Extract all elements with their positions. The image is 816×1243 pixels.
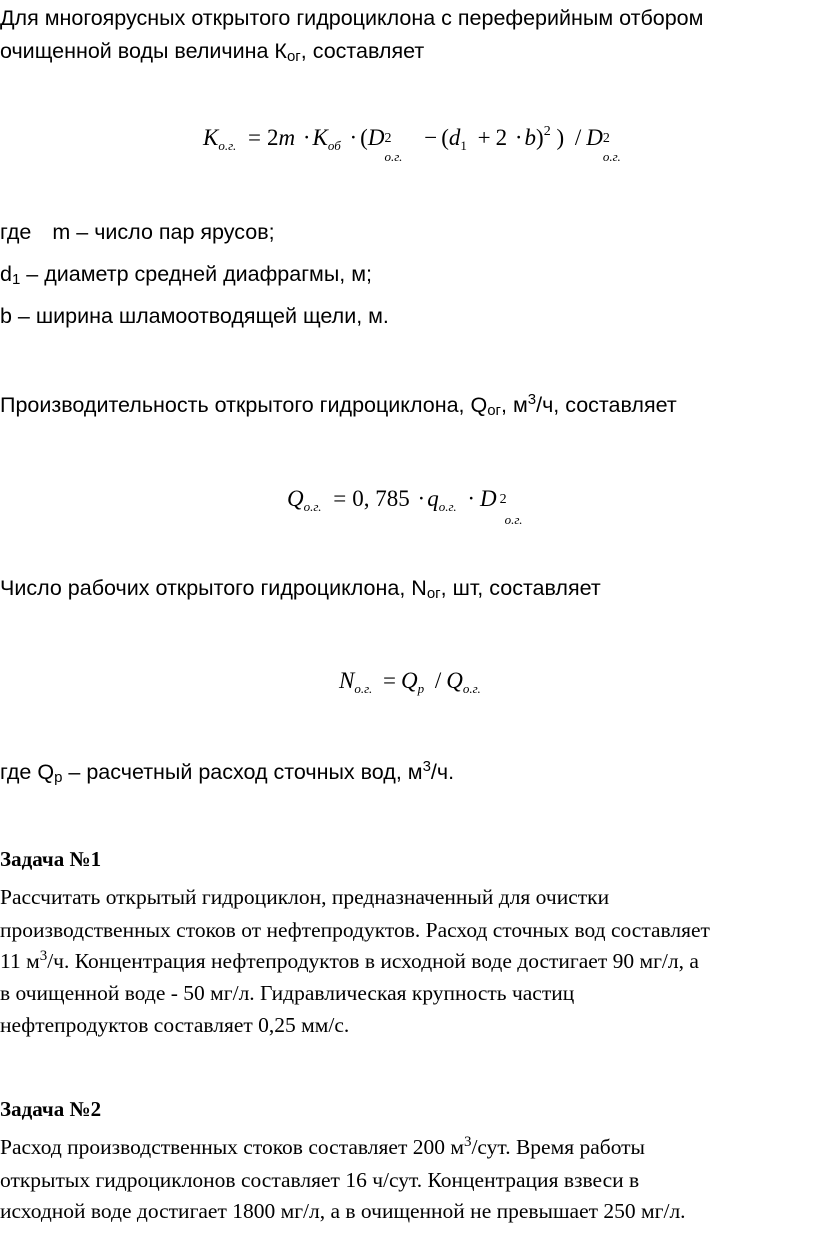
formula1-k-sub: о.г. [218, 138, 237, 153]
task1-line-3 [0, 948, 699, 973]
task2-line-1 [0, 1134, 646, 1159]
task2-line-1-start: Расход производственных стоков составляет 200 м [0, 1135, 464, 1159]
where-line-1 [0, 222, 275, 244]
formula-k-og: $K_{о.г.} = 2m \cdot K_{об} \cdot (D$ 2 о.г. − $(d_1 + 2 \cdot b)^2$ ) / D 2 о.г. [203, 124, 621, 164]
formula2-coef: 0, 785 [352, 486, 410, 511]
task1-line-3-end: /ч. Концентрация нефтепродуктов в исходной воде достигает 90 мг/л, а [47, 949, 699, 973]
formula3-q-sub: р [417, 681, 425, 696]
formula2-dot2: · [467, 486, 476, 511]
formula1-dot2: · [349, 125, 358, 150]
task1-line-5: нефтепродуктов составляет 0,25 мм/с. [0, 1013, 350, 1037]
formula1-close2-sup: 2 [543, 124, 551, 139]
where2-line [0, 758, 455, 786]
formula-n-og [339, 668, 481, 696]
formula3-q2-sub: о.г. [462, 681, 481, 696]
count-line [0, 578, 601, 600]
formula-q-og: $Q_{о.г.} = 0$, $785 \cdot q_{о.г.} \cdot D$ 2 о.г. [287, 486, 523, 527]
productivity-sub: ог [487, 402, 502, 419]
formula1-k: K [203, 125, 219, 150]
where-line-3 [0, 306, 389, 328]
formula3-n-sub: о.г. [354, 681, 373, 696]
task2-line-3: исходной воде достигает 1800 мг/л, а в очищенной не превышает 250 мг/л. [0, 1199, 686, 1223]
task2-line-1-sup: 3 [463, 1134, 472, 1150]
count-sub: ог [426, 585, 441, 602]
formula3-eq: = [383, 668, 396, 693]
where2-sub: р [54, 769, 63, 786]
intro-line-1 [0, 8, 703, 30]
formula1-open: ( [360, 125, 368, 150]
formula2-eq: = [333, 486, 347, 511]
task1-line-3-sup: 3 [39, 948, 48, 964]
formula3-q2: Q [446, 668, 463, 693]
formula1-d1: d [448, 125, 461, 150]
formula1-d2: D [586, 125, 603, 150]
formula3-slash: / [434, 668, 442, 693]
intro-text-1: Для многоярусных открытого гидроциклона с переферийным отбором [0, 6, 704, 30]
formula1-plus: + [477, 125, 491, 150]
formula1-minus: − [424, 125, 438, 150]
formula1-k-ob: K [312, 125, 328, 150]
where2-sup: 3 [422, 758, 431, 775]
formula2-dot: · [417, 486, 426, 511]
count-end: , шт, составляет [440, 576, 601, 600]
intro-text-2-end: , составляет [300, 39, 425, 63]
productivity-line [0, 391, 677, 419]
formula1-close2: ) [536, 125, 544, 150]
where-label: где [0, 220, 32, 244]
formula1-two: 2 [495, 125, 508, 150]
formula2-q-small: q [427, 486, 439, 511]
formula1-dot1: · [302, 125, 311, 150]
task1-title: Задача №1 [0, 847, 102, 871]
productivity-end: /ч, составляет [536, 393, 677, 417]
formula1-close: ) [556, 125, 565, 150]
where2-text: где Q [0, 760, 55, 784]
where-d1-sub: 1 [11, 271, 21, 288]
formula1-slash: / [574, 125, 582, 150]
where-m-def: m – число пар ярусов; [52, 220, 275, 244]
productivity-sup: 3 [527, 391, 537, 408]
formula2-d: D [480, 486, 497, 511]
productivity-text: Производительность открытого гидроциклона, Q [0, 393, 488, 417]
formula1-d: D [367, 125, 385, 150]
formula1-coef: 2 [266, 125, 279, 150]
task1-line-4: в очищенной воде - 50 мг/л. Гидравлическая крупность частиц [0, 981, 575, 1005]
task1-line-1: Рассчитать открытый гидроциклон, предназначенный для очистки [0, 885, 610, 909]
formula1-k-ob-sub: об [327, 138, 341, 153]
intro-line-2 [0, 41, 424, 63]
where-d1: d [0, 262, 12, 286]
intro-text-2: очищенной воды величина К [0, 39, 287, 63]
formula3-q: Q [400, 668, 418, 693]
formula2-q: Q [287, 486, 304, 511]
where-b-def: b – ширина шламоотводящей щели, м. [0, 304, 389, 328]
where-line-2 [0, 264, 372, 286]
formula1-open2: ( [441, 125, 449, 150]
formula1-d1-sub: 1 [460, 138, 467, 153]
formula2-q-sub: о.г. [303, 499, 322, 514]
formula3-n: N [339, 668, 355, 693]
task2-title: Задача №2 [0, 1097, 102, 1121]
formula1-eq: = [248, 125, 261, 150]
productivity-unit: , м [501, 393, 528, 417]
formula2-q-small-sub: о.г. [438, 499, 457, 514]
task2-line-1-end: /сут. Время работы [471, 1135, 646, 1159]
formula1-b: b [524, 125, 537, 150]
count-text: Число рабочих открытого гидроциклона, N [0, 576, 427, 600]
formula1-dot3: · [514, 125, 523, 150]
formula1-m: m [278, 125, 296, 150]
task2-line-2: открытых гидроциклонов составляет 16 ч/сут. Концентрация взвеси в [0, 1168, 640, 1192]
where2-end: /ч. [430, 760, 455, 784]
task1-line-2: производственных стоков от нефтепродуктов. Расход сточных вод составляет [0, 918, 710, 942]
where-d1-def: – диаметр средней диафрагмы, м; [20, 262, 372, 286]
where2-mid: – расчетный расход сточных вод, м [62, 760, 423, 784]
k-og-subscript: ог [286, 48, 301, 65]
task1-line-3-start: 11 м [0, 949, 40, 973]
